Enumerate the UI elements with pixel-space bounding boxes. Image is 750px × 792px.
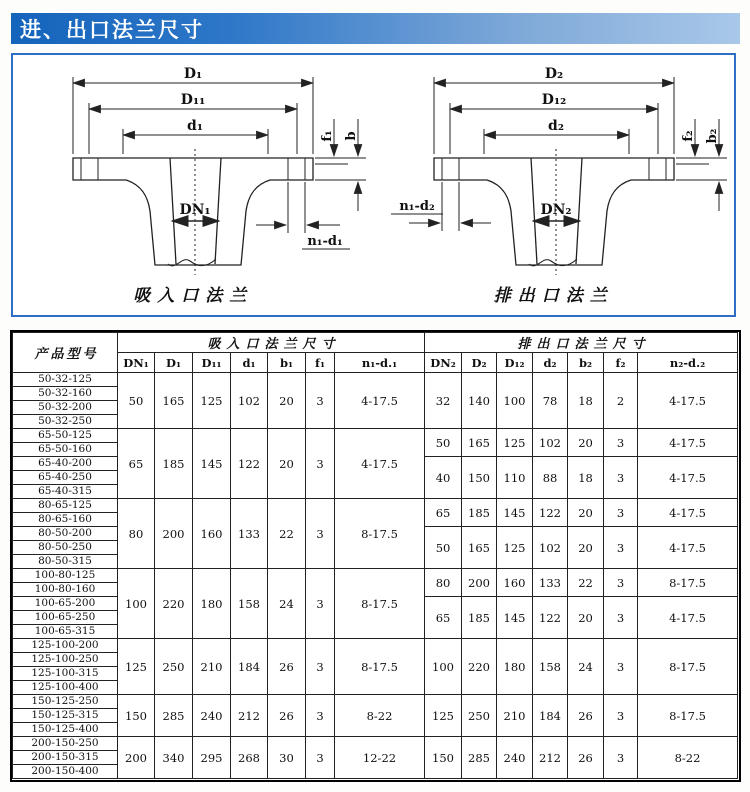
header-d2: d₂ bbox=[533, 353, 568, 373]
dim-label-f1: f₁ bbox=[320, 130, 336, 142]
discharge-dimension-cell: 140 bbox=[462, 373, 497, 429]
discharge-dimension-cell: 4-17.5 bbox=[638, 457, 738, 499]
suction-dimension-cell: 3 bbox=[306, 737, 335, 779]
suction-dimension-cell: 165 bbox=[155, 373, 193, 429]
suction-dimension-cell: 26 bbox=[268, 639, 306, 695]
discharge-dimension-cell: 3 bbox=[604, 457, 638, 499]
suction-dimension-cell: 3 bbox=[306, 569, 335, 639]
product-model-cell: 50-32-160 bbox=[13, 387, 118, 401]
discharge-dimension-cell: 8-17.5 bbox=[638, 569, 738, 597]
suction-dimension-cell: 200 bbox=[155, 499, 193, 569]
header-n2-d2: n₂-d.₂ bbox=[638, 353, 738, 373]
product-model-cell: 65-40-200 bbox=[13, 457, 118, 471]
discharge-dimension-cell: 3 bbox=[604, 429, 638, 457]
suction-dimension-cell: 8-17.5 bbox=[335, 639, 425, 695]
discharge-dimension-cell: 145 bbox=[497, 499, 533, 527]
dim-label-DN2: DN₂ bbox=[540, 202, 572, 218]
discharge-dimension-cell: 165 bbox=[462, 429, 497, 457]
product-model-cell: 125-100-250 bbox=[13, 653, 118, 667]
dim-label-D2: D₂ bbox=[544, 66, 563, 82]
discharge-dimension-cell: 3 bbox=[604, 597, 638, 639]
discharge-dimension-cell: 100 bbox=[425, 639, 462, 695]
discharge-dimension-cell: 26 bbox=[568, 737, 604, 779]
product-model-cell: 150-125-250 bbox=[13, 695, 118, 709]
discharge-dimension-cell: 65 bbox=[425, 597, 462, 639]
header-D11: D₁₁ bbox=[193, 353, 231, 373]
product-model-cell: 100-65-250 bbox=[13, 611, 118, 625]
discharge-dimension-cell: 18 bbox=[568, 457, 604, 499]
discharge-dimension-cell: 26 bbox=[568, 695, 604, 737]
suction-dimension-cell: 30 bbox=[268, 737, 306, 779]
suction-dimension-cell: 50 bbox=[118, 373, 155, 429]
discharge-dimension-cell: 78 bbox=[533, 373, 568, 429]
suction-dimension-cell: 340 bbox=[155, 737, 193, 779]
header-D12: D₁₂ bbox=[497, 353, 533, 373]
discharge-dimension-cell: 4-17.5 bbox=[638, 597, 738, 639]
dim-label-D12: D₁₂ bbox=[541, 92, 566, 108]
discharge-dimension-cell: 212 bbox=[533, 737, 568, 779]
suction-dimension-cell: 100 bbox=[118, 569, 155, 639]
discharge-flange-caption: 排出口法兰 bbox=[493, 286, 614, 306]
discharge-dimension-cell: 3 bbox=[604, 499, 638, 527]
product-model-cell: 150-125-315 bbox=[13, 709, 118, 723]
discharge-dimension-cell: 285 bbox=[462, 737, 497, 779]
product-model-cell: 100-80-125 bbox=[13, 569, 118, 583]
discharge-dimension-cell: 210 bbox=[497, 695, 533, 737]
suction-dimension-cell: 250 bbox=[155, 639, 193, 695]
suction-dimension-cell: 4-17.5 bbox=[335, 373, 425, 429]
suction-dimension-cell: 212 bbox=[231, 695, 268, 737]
discharge-dimension-cell: 18 bbox=[568, 373, 604, 429]
suction-dimension-cell: 20 bbox=[268, 373, 306, 429]
suction-dimension-cell: 295 bbox=[193, 737, 231, 779]
product-model-cell: 80-50-200 bbox=[13, 527, 118, 541]
header-D2: D₂ bbox=[462, 353, 497, 373]
discharge-dimension-cell: 102 bbox=[533, 527, 568, 569]
dim-label-b: b bbox=[344, 131, 360, 141]
diagram-panel bbox=[11, 53, 736, 317]
flange-table-frame bbox=[10, 330, 741, 782]
dim-label-n1-d2: n₁-d₂ bbox=[399, 199, 435, 214]
header-D1: D₁ bbox=[155, 353, 193, 373]
header-b2: b₂ bbox=[568, 353, 604, 373]
header-d1: d₁ bbox=[231, 353, 268, 373]
suction-dimension-cell: 65 bbox=[118, 429, 155, 499]
product-model-cell: 65-40-315 bbox=[13, 485, 118, 499]
suction-dimension-cell: 133 bbox=[231, 499, 268, 569]
suction-dimension-cell: 268 bbox=[231, 737, 268, 779]
header-product-model: 产品型号 bbox=[13, 333, 118, 373]
discharge-dimension-cell: 220 bbox=[462, 639, 497, 695]
discharge-dimension-cell: 184 bbox=[533, 695, 568, 737]
bolt-hole-left bbox=[442, 159, 459, 179]
flange-dimension-table bbox=[12, 332, 738, 779]
suction-dimension-cell: 240 bbox=[193, 695, 231, 737]
discharge-dimension-cell: 88 bbox=[533, 457, 568, 499]
suction-dimension-cell: 8-22 bbox=[335, 695, 425, 737]
discharge-dimension-cell: 185 bbox=[462, 597, 497, 639]
discharge-dimension-cell: 40 bbox=[425, 457, 462, 499]
suction-dimension-cell: 180 bbox=[193, 569, 231, 639]
suction-dimension-cell: 158 bbox=[231, 569, 268, 639]
suction-dimension-cell: 4-17.5 bbox=[335, 429, 425, 499]
discharge-dimension-cell: 250 bbox=[462, 695, 497, 737]
header-DN2: DN₂ bbox=[425, 353, 462, 373]
suction-dimension-cell: 185 bbox=[155, 429, 193, 499]
product-model-cell: 125-100-200 bbox=[13, 639, 118, 653]
discharge-flange-block bbox=[379, 61, 729, 306]
discharge-dimension-cell: 4-17.5 bbox=[638, 499, 738, 527]
product-model-cell: 65-40-250 bbox=[13, 471, 118, 485]
dim-label-d1: d₁ bbox=[187, 118, 204, 134]
suction-dimension-cell: 3 bbox=[306, 429, 335, 499]
suction-dimension-cell: 3 bbox=[306, 499, 335, 569]
product-model-cell: 65-50-160 bbox=[13, 443, 118, 457]
discharge-dimension-cell: 3 bbox=[604, 737, 638, 779]
discharge-dimension-cell: 65 bbox=[425, 499, 462, 527]
header-f1: f₁ bbox=[306, 353, 335, 373]
header-suction-group: 吸入口法兰尺寸 bbox=[118, 333, 425, 353]
discharge-dimension-cell: 8-22 bbox=[638, 737, 738, 779]
table-row bbox=[13, 569, 738, 583]
product-model-cell: 50-32-125 bbox=[13, 373, 118, 387]
product-model-cell: 80-50-250 bbox=[13, 541, 118, 555]
discharge-dimension-cell: 125 bbox=[497, 429, 533, 457]
discharge-dimension-cell: 20 bbox=[568, 429, 604, 457]
discharge-dimension-cell: 145 bbox=[497, 597, 533, 639]
discharge-dimension-cell: 180 bbox=[497, 639, 533, 695]
discharge-dimension-cell: 50 bbox=[425, 429, 462, 457]
dim-label-D11: D₁₁ bbox=[181, 92, 206, 108]
discharge-dimension-cell: 125 bbox=[497, 527, 533, 569]
discharge-dimension-cell: 100 bbox=[497, 373, 533, 429]
discharge-dimension-cell: 158 bbox=[533, 639, 568, 695]
bolt-hole-left bbox=[81, 159, 98, 179]
page-title: 进、出口法兰尺寸 bbox=[20, 18, 204, 42]
discharge-dimension-cell: 24 bbox=[568, 639, 604, 695]
table-body bbox=[13, 373, 738, 779]
discharge-dimension-cell: 102 bbox=[533, 429, 568, 457]
discharge-dimension-cell: 80 bbox=[425, 569, 462, 597]
product-model-cell: 80-50-315 bbox=[13, 555, 118, 569]
product-model-cell: 80-65-160 bbox=[13, 513, 118, 527]
suction-dimension-cell: 220 bbox=[155, 569, 193, 639]
suction-dimension-cell: 26 bbox=[268, 695, 306, 737]
product-model-cell: 100-80-160 bbox=[13, 583, 118, 597]
suction-dimension-cell: 285 bbox=[155, 695, 193, 737]
discharge-dimension-cell: 3 bbox=[604, 569, 638, 597]
discharge-flange-diagram bbox=[379, 61, 729, 279]
product-model-cell: 125-100-400 bbox=[13, 681, 118, 695]
discharge-dimension-cell: 4-17.5 bbox=[638, 429, 738, 457]
suction-dimension-cell: 3 bbox=[306, 695, 335, 737]
discharge-dimension-cell: 8-17.5 bbox=[638, 639, 738, 695]
discharge-dimension-cell: 200 bbox=[462, 569, 497, 597]
suction-dimension-cell: 8-17.5 bbox=[335, 499, 425, 569]
product-model-cell: 50-32-250 bbox=[13, 415, 118, 429]
discharge-dimension-cell: 20 bbox=[568, 597, 604, 639]
dim-label-n1-d1: n₁-d₁ bbox=[307, 234, 343, 249]
suction-dimension-cell: 184 bbox=[231, 639, 268, 695]
table-row bbox=[13, 499, 738, 513]
product-model-cell: 65-50-125 bbox=[13, 429, 118, 443]
suction-dimension-cell: 24 bbox=[268, 569, 306, 639]
product-model-cell: 200-150-315 bbox=[13, 751, 118, 765]
discharge-dimension-cell: 150 bbox=[462, 457, 497, 499]
suction-dimension-cell: 12-22 bbox=[335, 737, 425, 779]
discharge-dimension-cell: 20 bbox=[568, 499, 604, 527]
discharge-dimension-cell: 4-17.5 bbox=[638, 527, 738, 569]
header-f2: f₂ bbox=[604, 353, 638, 373]
suction-dimension-cell: 150 bbox=[118, 695, 155, 737]
header-b1: b₁ bbox=[268, 353, 306, 373]
dim-label-b2: b₂ bbox=[704, 128, 720, 144]
suction-dimension-cell: 80 bbox=[118, 499, 155, 569]
discharge-dimension-cell: 3 bbox=[604, 639, 638, 695]
discharge-dimension-cell: 125 bbox=[425, 695, 462, 737]
suction-dimension-cell: 200 bbox=[118, 737, 155, 779]
discharge-dimension-cell: 122 bbox=[533, 499, 568, 527]
product-model-cell: 50-32-200 bbox=[13, 401, 118, 415]
discharge-dimension-cell: 8-17.5 bbox=[638, 695, 738, 737]
bolt-hole-right bbox=[288, 159, 305, 179]
discharge-dimension-cell: 160 bbox=[497, 569, 533, 597]
product-model-cell: 80-65-125 bbox=[13, 499, 118, 513]
header-discharge-group: 排出口法兰尺寸 bbox=[425, 333, 738, 353]
discharge-dimension-cell: 20 bbox=[568, 527, 604, 569]
suction-flange-diagram bbox=[18, 61, 368, 279]
product-model-cell: 125-100-315 bbox=[13, 667, 118, 681]
product-model-cell: 150-125-400 bbox=[13, 723, 118, 737]
suction-flange-caption: 吸入口法兰 bbox=[133, 286, 254, 306]
suction-dimension-cell: 210 bbox=[193, 639, 231, 695]
discharge-dimension-cell: 3 bbox=[604, 695, 638, 737]
table-row bbox=[13, 429, 738, 443]
discharge-dimension-cell: 150 bbox=[425, 737, 462, 779]
discharge-dimension-cell: 185 bbox=[462, 499, 497, 527]
dim-label-DN1: DN₁ bbox=[179, 202, 211, 218]
dim-label-d2: d₂ bbox=[547, 118, 564, 134]
suction-dimension-cell: 122 bbox=[231, 429, 268, 499]
dim-label-D1: D₁ bbox=[184, 66, 203, 82]
suction-dimension-cell: 145 bbox=[193, 429, 231, 499]
discharge-dimension-cell: 4-17.5 bbox=[638, 373, 738, 429]
discharge-dimension-cell: 32 bbox=[425, 373, 462, 429]
discharge-dimension-cell: 110 bbox=[497, 457, 533, 499]
table-row bbox=[13, 695, 738, 709]
product-model-cell: 200-150-400 bbox=[13, 765, 118, 779]
table-row bbox=[13, 373, 738, 387]
suction-flange-block bbox=[18, 61, 368, 306]
discharge-dimension-cell: 133 bbox=[533, 569, 568, 597]
suction-dimension-cell: 3 bbox=[306, 373, 335, 429]
dim-label-f2: f₂ bbox=[680, 130, 696, 142]
discharge-dimension-cell: 240 bbox=[497, 737, 533, 779]
suction-dimension-cell: 102 bbox=[231, 373, 268, 429]
suction-dimension-cell: 125 bbox=[118, 639, 155, 695]
product-model-cell: 100-65-200 bbox=[13, 597, 118, 611]
discharge-dimension-cell: 2 bbox=[604, 373, 638, 429]
discharge-dimension-cell: 50 bbox=[425, 527, 462, 569]
table-row bbox=[13, 639, 738, 653]
discharge-dimension-cell: 165 bbox=[462, 527, 497, 569]
discharge-dimension-cell: 3 bbox=[604, 527, 638, 569]
table-row bbox=[13, 737, 738, 751]
suction-dimension-cell: 22 bbox=[268, 499, 306, 569]
suction-dimension-cell: 8-17.5 bbox=[335, 569, 425, 639]
page-title-bar bbox=[11, 13, 740, 44]
header-n1-d1: n₁-d.₁ bbox=[335, 353, 425, 373]
header-DN1: DN₁ bbox=[118, 353, 155, 373]
bolt-hole-right bbox=[649, 159, 666, 179]
discharge-dimension-cell: 22 bbox=[568, 569, 604, 597]
suction-dimension-cell: 160 bbox=[193, 499, 231, 569]
table-header bbox=[13, 333, 738, 373]
product-model-cell: 200-150-250 bbox=[13, 737, 118, 751]
suction-dimension-cell: 125 bbox=[193, 373, 231, 429]
suction-dimension-cell: 3 bbox=[306, 639, 335, 695]
suction-dimension-cell: 20 bbox=[268, 429, 306, 499]
discharge-dimension-cell: 122 bbox=[533, 597, 568, 639]
product-model-cell: 100-65-315 bbox=[13, 625, 118, 639]
